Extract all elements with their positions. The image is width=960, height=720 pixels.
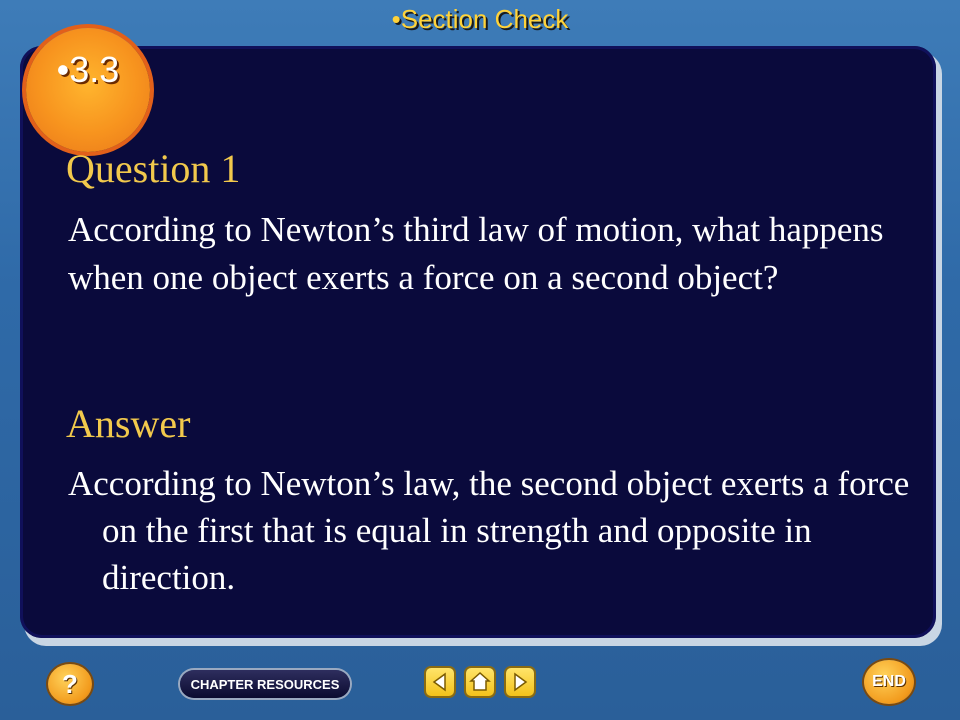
prev-button[interactable] <box>426 668 454 696</box>
answer-text: According to Newton’s law, the second object exerts a force on the first that is equal in strength and opposite in direction. <box>68 464 910 597</box>
help-button[interactable]: ? <box>48 664 92 704</box>
home-icon <box>466 668 494 696</box>
home-button[interactable] <box>466 668 494 696</box>
next-button[interactable] <box>506 668 534 696</box>
section-check-title: •Section Check <box>391 4 569 34</box>
section-badge <box>26 28 150 152</box>
end-button[interactable]: END <box>864 660 914 704</box>
question-title: Question 1 <box>66 146 241 191</box>
next-arrow-icon <box>506 668 534 696</box>
question-text: According to Newton’s third law of motion, what happens when one object exerts a force on a second object? <box>68 210 884 297</box>
prev-arrow-icon <box>426 668 454 696</box>
chapter-resources-button[interactable]: CHAPTER RESOURCES <box>180 670 350 698</box>
answer-title: Answer <box>66 401 191 446</box>
section-number: •3.3 <box>56 49 120 90</box>
